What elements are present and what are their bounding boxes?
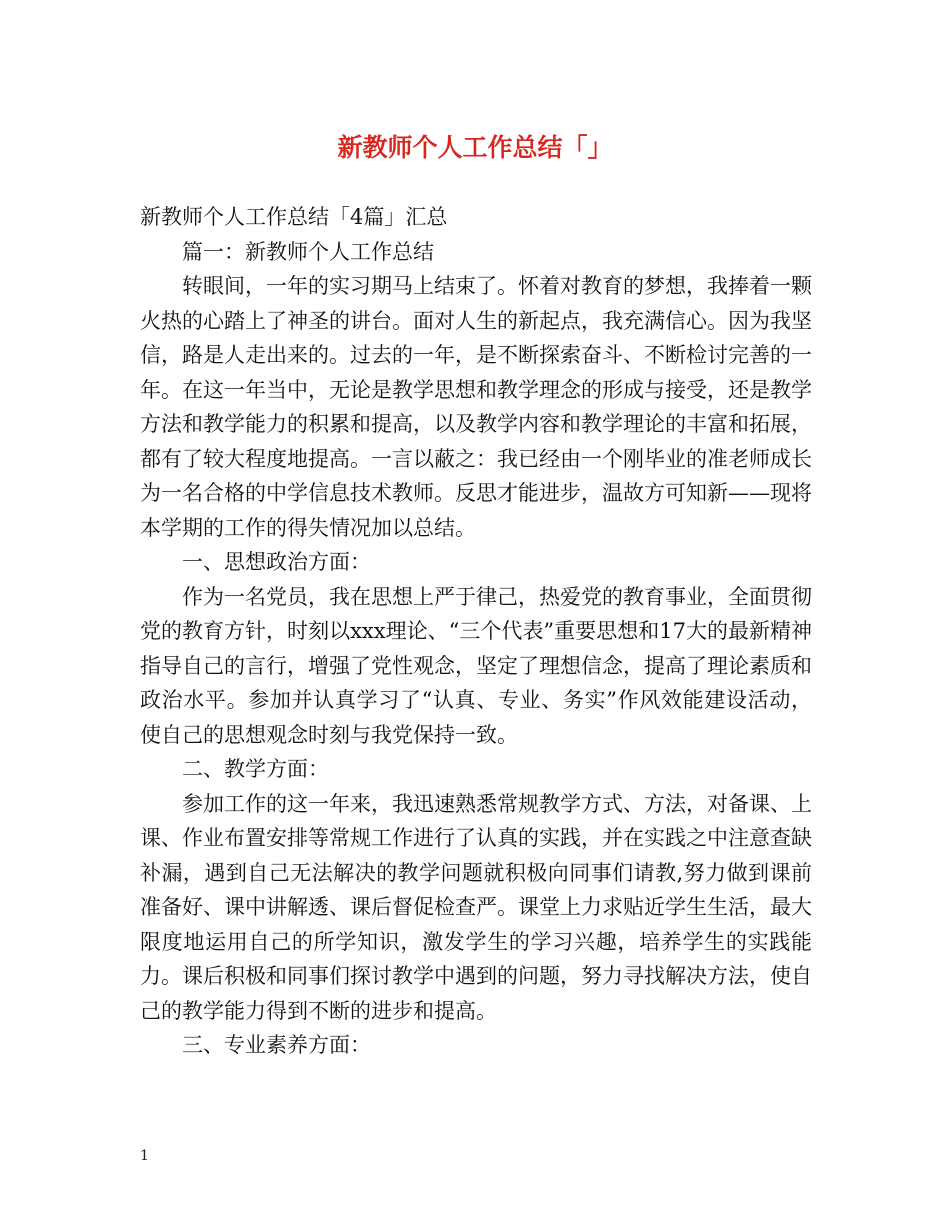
page-number: 1	[140, 1148, 149, 1164]
paragraph-teaching: 参加工作的这一年来，我迅速熟悉常规教学方式、方法，对备课、上课、作业布置安排等常规工作进行了认真的实践，并在实践之中注意查缺补漏，遇到自己无法解决的教学问题就积极向同事们请教,努力做到课前准备好、课中讲解透、课后督促检查严。课堂上力求贴近学生生活，最大限度地运用自己的所学知识，激发学生的学习兴趣，培养学生的实践能力。课后积极和同事们探讨教学中遇到的问题，努力寻找解决方法，使自己的教学能力得到不断的进步和提高。	[140, 791, 812, 1023]
document-body	[140, 200, 812, 1063]
paragraph-heading-politics: 一、思想政治方面：	[182, 550, 371, 574]
document-title: 新教师个人工作总结「」	[337, 133, 613, 162]
paragraph-section-heading: 篇一：新教师个人工作总结	[182, 239, 434, 264]
paragraph-heading-professional: 三、专业素养方面：	[182, 1033, 371, 1057]
paragraph-heading-teaching: 二、教学方面：	[182, 757, 329, 781]
paragraph-subtitle: 新教师个人工作总结「4篇」汇总	[140, 205, 448, 229]
paragraph-intro: 转眼间，一年的实习期马上结束了。怀着对教育的梦想，我捧着一颗火热的心踏上了神圣的讲台。面对人生的新起点，我充满信心。因为我坚信，路是人走出来的。过去的一年，是不断探索奋斗、不断检讨完善的一年。在这一年当中，无论是教学思想和教学理念的形成与接受，还是教学方法和教学能力的积累和提高，以及教学内容和教学理论的丰富和拓展，都有了较大程度地提高。一言以蔽之：我已经由一个刚毕业的准老师成长为一名合格的中学信息技术教师。反思才能进步，温故方可知新——现将本学期的工作的得失情况加以总结。	[140, 274, 812, 540]
paragraph-politics: 作为一名党员，我在思想上严于律己，热爱党的教育事业，全面贯彻党的教育方针，时刻以xxx理论、“三个代表”重要思想和17大的最新精神指导自己的言行，增强了党性观念，坚定了理想信念，提高了理论素质和政治水平。参加并认真学习了“认真、专业、务实”作风效能建设活动，使自己的思想观念时刻与我党保持一致。	[140, 584, 812, 747]
